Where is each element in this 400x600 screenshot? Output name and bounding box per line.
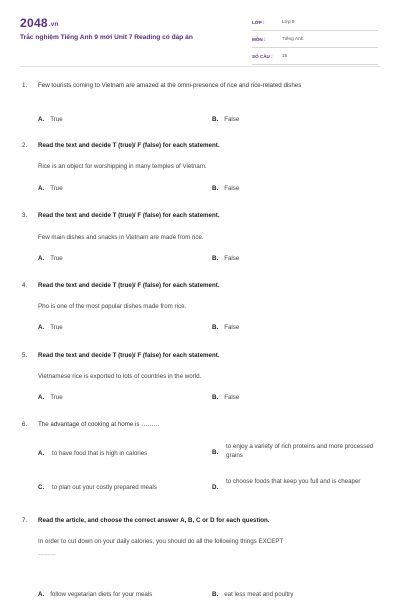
option-letter: B. — [212, 255, 219, 262]
question-number: 4. — [22, 282, 28, 289]
option-text: follow vegetarian diets for your meals — [50, 591, 153, 598]
question-6 — [22, 420, 382, 429]
option-b[interactable] — [212, 323, 239, 332]
question-3 — [22, 211, 382, 220]
question-prompt: The advantage of cooking at home is ……… — [38, 421, 160, 428]
question-prompt: Read the text and decide T (true)/ F (false) for each statement. — [38, 352, 220, 359]
option-b[interactable] — [212, 254, 239, 263]
option-b[interactable] — [212, 393, 239, 402]
option-b[interactable] — [212, 115, 239, 124]
option-letter: A. — [38, 394, 45, 401]
question-4 — [22, 281, 382, 290]
option-a[interactable] — [38, 184, 63, 193]
option-text: to choose foods that keep you full and is cheaper — [226, 478, 361, 485]
option-b[interactable] — [212, 184, 239, 193]
option-letter: B. — [212, 591, 219, 598]
question-number: 6. — [22, 421, 28, 428]
option-letter: A. — [38, 255, 45, 262]
option-text: True — [50, 324, 63, 331]
option-text: False — [224, 255, 240, 262]
option-text: False — [224, 394, 240, 401]
question-prompt: Read the article, and choose the correct answer A, B, C or D for each question. — [38, 517, 270, 524]
question-prompt: Read the text and decide T (true)/ F (false) for each statement. — [38, 212, 220, 219]
option-letter: C. — [38, 484, 45, 491]
question-statement: In order to cut down on your daily calories, you should do all the following things EXCEPT — [38, 538, 284, 545]
question-statement: Vietnamese rice is exported to lots of countries in the world. — [38, 373, 202, 380]
logo-text: 2048 — [20, 16, 48, 30]
question-number: 3. — [22, 212, 28, 219]
option-c[interactable] — [38, 483, 202, 492]
option-text: to enjoy a variety of rich proteins and more processed grains — [226, 443, 374, 459]
logo-suffix: .vn — [48, 22, 59, 28]
option-text: True — [50, 116, 63, 123]
option-letter: B. — [212, 185, 219, 192]
question-2 — [22, 141, 382, 150]
meta-row-count — [252, 48, 378, 65]
option-text: True — [50, 185, 63, 192]
option-letter: A. — [38, 324, 45, 331]
meta-key: SỐ CÂU : — [252, 53, 273, 59]
option-text: True — [50, 255, 63, 262]
question-7 — [22, 516, 382, 525]
option-text: False — [224, 185, 240, 192]
meta-key: LỚP : — [252, 19, 265, 25]
meta-row-subject — [252, 31, 378, 48]
question-statement: Rice is an object for worshipping in many temples of Vietnam. — [38, 163, 207, 170]
option-a[interactable] — [38, 393, 63, 402]
page-title: Trắc nghiệm Tiếng Anh 9 mới Unit 7 Reading có đáp án — [20, 34, 193, 41]
question-number: 2. — [22, 142, 28, 149]
option-letter: B. — [212, 116, 219, 123]
meta-key: MÔN : — [252, 36, 266, 42]
option-a[interactable] — [38, 254, 63, 263]
option-a[interactable] — [38, 115, 63, 124]
option-text: True — [50, 394, 63, 401]
meta-row-class — [252, 14, 378, 31]
option-letter: D. — [212, 484, 219, 491]
question-prompt: Read the text and decide T (true)/ F (false) for each statement. — [38, 282, 220, 289]
option-d[interactable] — [212, 477, 376, 492]
meta-value: Lớp 9 — [282, 19, 295, 25]
option-letter: B. — [212, 324, 219, 331]
option-letter: A. — [38, 591, 45, 598]
option-text: False — [224, 116, 240, 123]
option-letter: A. — [38, 450, 45, 457]
option-text: False — [224, 324, 240, 331]
option-text: to have food that is high in calories — [52, 450, 148, 457]
question-number: 1. — [22, 82, 28, 89]
option-a[interactable] — [38, 449, 202, 458]
question-statement: Pho is one of the most popular dishes made from rice. — [38, 303, 187, 310]
quiz-meta — [252, 14, 378, 65]
blank-dots: ……… — [38, 551, 56, 557]
question-5 — [22, 351, 382, 360]
option-a[interactable] — [38, 323, 63, 332]
question-1 — [22, 81, 382, 90]
question-prompt: Few tourists coming to Vietnam are amazed at the omni-presence of rice and rice-related dishes — [38, 82, 302, 89]
option-text: to plan out your costly prepared meals — [52, 484, 157, 491]
option-letter: A. — [38, 185, 45, 192]
question-prompt: Read the text and decide T (true)/ F (false) for each statement. — [38, 142, 220, 149]
header-divider — [20, 66, 380, 67]
question-number: 7. — [22, 517, 28, 524]
site-logo[interactable] — [20, 16, 58, 30]
question-statement: Few main dishes and snacks in Vietnam are made from rice. — [38, 234, 204, 241]
meta-value: Tiếng Anh — [282, 36, 304, 42]
option-letter: B. — [212, 394, 219, 401]
meta-value: 15 — [282, 53, 288, 59]
option-b[interactable] — [212, 590, 293, 599]
question-number: 5. — [22, 352, 28, 359]
option-b[interactable] — [212, 442, 376, 460]
option-a[interactable] — [38, 590, 152, 599]
option-text: eat less meat and poultry — [224, 591, 294, 598]
option-letter: A. — [38, 116, 45, 123]
page-header — [0, 0, 400, 70]
option-letter: B. — [212, 449, 219, 456]
